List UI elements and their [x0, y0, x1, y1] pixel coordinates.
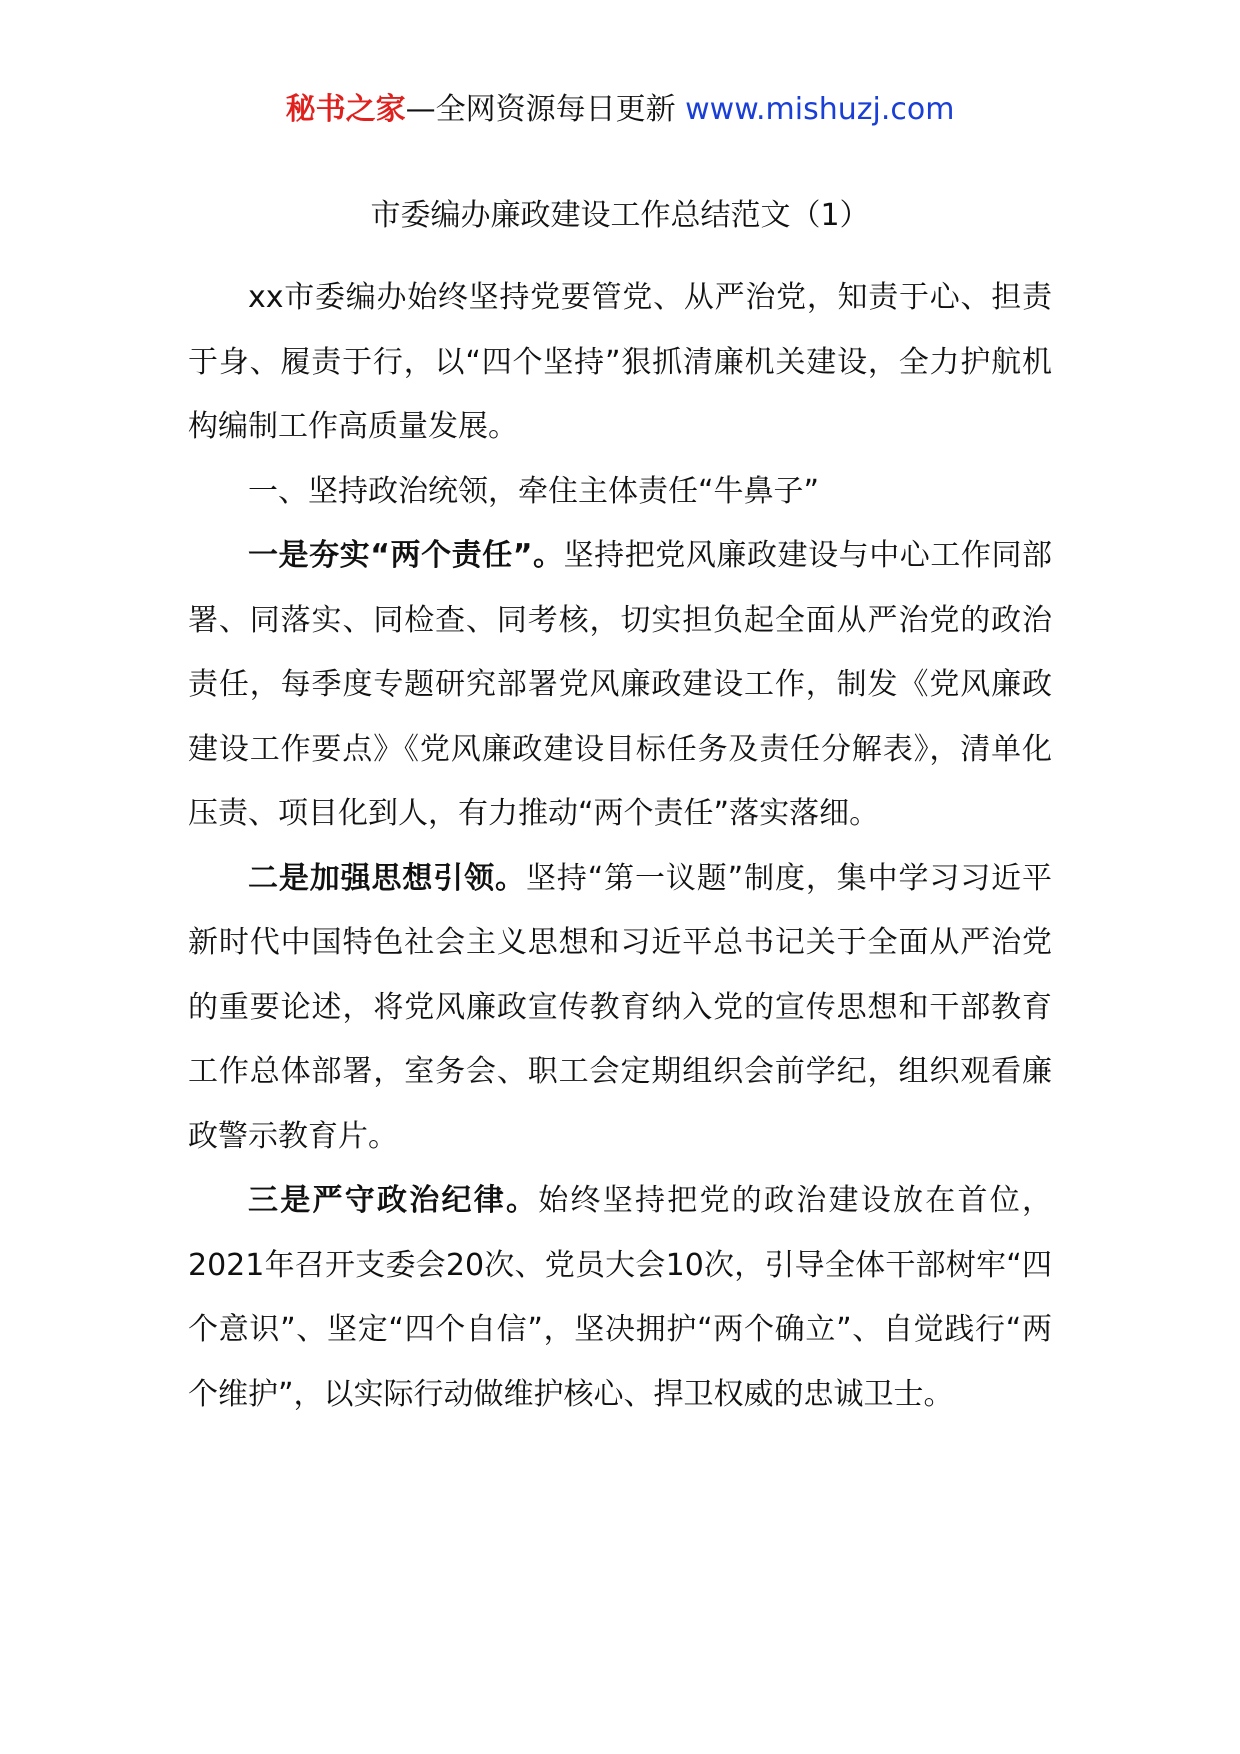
item-text-2: 坚持“第一议题”制度，集中学习习近平新时代中国特色社会主义思想和习近平总书记关于全面从严治党的重要论述，将党风廉政宣传教育纳入党的宣传思想和干部教育工作总体部署，室务会、职工会定期组织会前学纪，组织观看廉政警示教育片。	[188, 860, 1052, 1154]
item-paragraph-2	[188, 847, 1052, 1170]
item-lead-3: 三是严守政治纪律。	[248, 1183, 539, 1218]
intro-paragraph: xx市委编办始终坚持党要管党、从严治党，知责于心、担责于身、履责于行，以“四个坚持”狠抓清廉机关建设，全力护航机构编制工作高质量发展。	[188, 280, 1052, 444]
item-lead-1: 一是夯实“两个责任”。	[248, 538, 564, 573]
site-tagline: —全网资源每日更新	[405, 92, 676, 127]
item-paragraph-3	[188, 1169, 1052, 1427]
document-title: 市委编办廉政建设工作总结范文（1）	[370, 198, 870, 233]
item-lead-2: 二是加强思想引领。	[248, 860, 526, 896]
section-heading-text: 一、坚持政治统领，牵住主体责任“牛鼻子”	[248, 473, 820, 509]
document-body	[188, 266, 1052, 1427]
section-heading	[188, 460, 1052, 525]
site-brand: 秘书之家	[285, 92, 406, 127]
item-text-1: 坚持把党风廉政建设与中心工作同部署、同落实、同检查、同考核，切实担负起全面从严治党的政治责任，每季度专题研究部署党风廉政建设工作，制发《党风廉政建设工作要点》《党风廉政建设目标任务及责任分解表》，清单化压责、项目化到人，有力推动“两个责任”落实落细。	[188, 538, 1053, 831]
item-text-3: 始终坚持把党的政治建设放在首位，2021年召开支委会20次、党员大会10次，引导全体干部树牢“四个意识”、坚定“四个自信”，坚决拥护“两个确立”、自觉践行“两个维护”，以实际行动做维护核心、捍卫权威的忠诚卫士。	[188, 1183, 1052, 1412]
site-url-link[interactable]: www.mishuzj.com	[685, 92, 955, 127]
item-paragraph-1	[188, 524, 1052, 847]
site-header	[0, 84, 1240, 136]
